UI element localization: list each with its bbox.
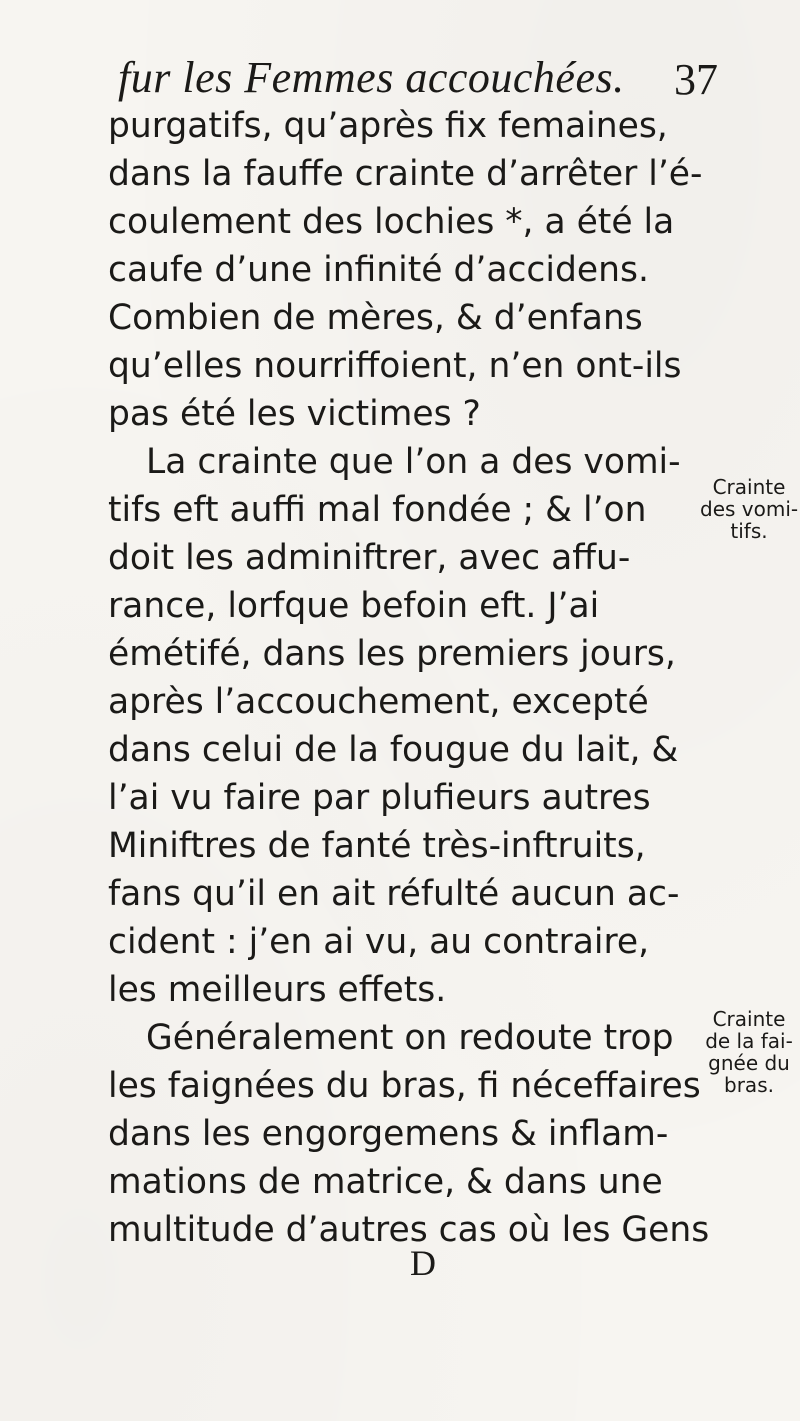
text-line: caufe d’une infinité d’accidens. [108,250,649,290]
running-head: fur les Femmes accouchées. [118,53,625,102]
text-line: mations de matrice, & dans une [108,1162,663,1202]
text-line: qu’elles nourriffoient, n’en ont-ils [108,346,682,386]
text-line: les faignées du bras, fi néceffaires [108,1066,701,1106]
text-line: fans qu’il en ait réfulté aucun ac- [108,874,680,914]
signature-mark: D [410,1243,436,1283]
text-line: les meilleurs effets. [108,970,447,1010]
margin-note-line: bras. [724,1073,774,1097]
text-line: coulement des lochies *, a été la [108,202,675,242]
text-line: dans les engorgemens & inflam- [108,1114,669,1154]
text-line: tifs eft auffi mal fondée ; & l’on [108,490,647,530]
text-line: l’ai vu faire par plufieurs autres [108,778,651,818]
text-line: doit les adminiftrer, avec affu- [108,538,631,578]
text-line: rance, lorfque befoin eft. J’ai [108,586,600,626]
text-line: Généralement on redoute trop [146,1018,674,1058]
text-line: dans la fauffe crainte d’arrêter l’é- [108,154,703,194]
margin-note-line: gnée du [708,1051,790,1075]
margin-note-saignee [700,1008,798,1096]
text-line: Miniftres de fanté très-inftruits, [108,826,646,866]
margin-note-line: des vomi- [700,497,799,521]
margin-note-line: de la fai- [705,1029,793,1053]
text-line: Combien de mères, & d’enfans [108,298,643,338]
text-line: multitude d’autres cas où les Gens [108,1210,710,1250]
margin-note-line: tifs. [730,519,768,543]
text-line: dans celui de la fougue du lait, & [108,730,679,770]
text-line: La crainte que l’on a des vomi- [146,442,681,482]
margin-note-line: Crainte [712,1007,786,1031]
margin-note-vomitifs [700,476,798,542]
page-number: 37 [674,55,718,104]
text-line: cident : j’en ai vu, au contraire, [108,922,650,962]
text-line: pas été les victimes ? [108,394,481,434]
text-line: après l’accouchement, excepté [108,682,649,722]
body-text [108,102,748,1254]
text-line: purgatifs, qu’après fix femaines, [108,106,668,146]
margin-note-line: Crainte [712,475,786,499]
text-line: émétifé, dans les premiers jours, [108,634,676,674]
